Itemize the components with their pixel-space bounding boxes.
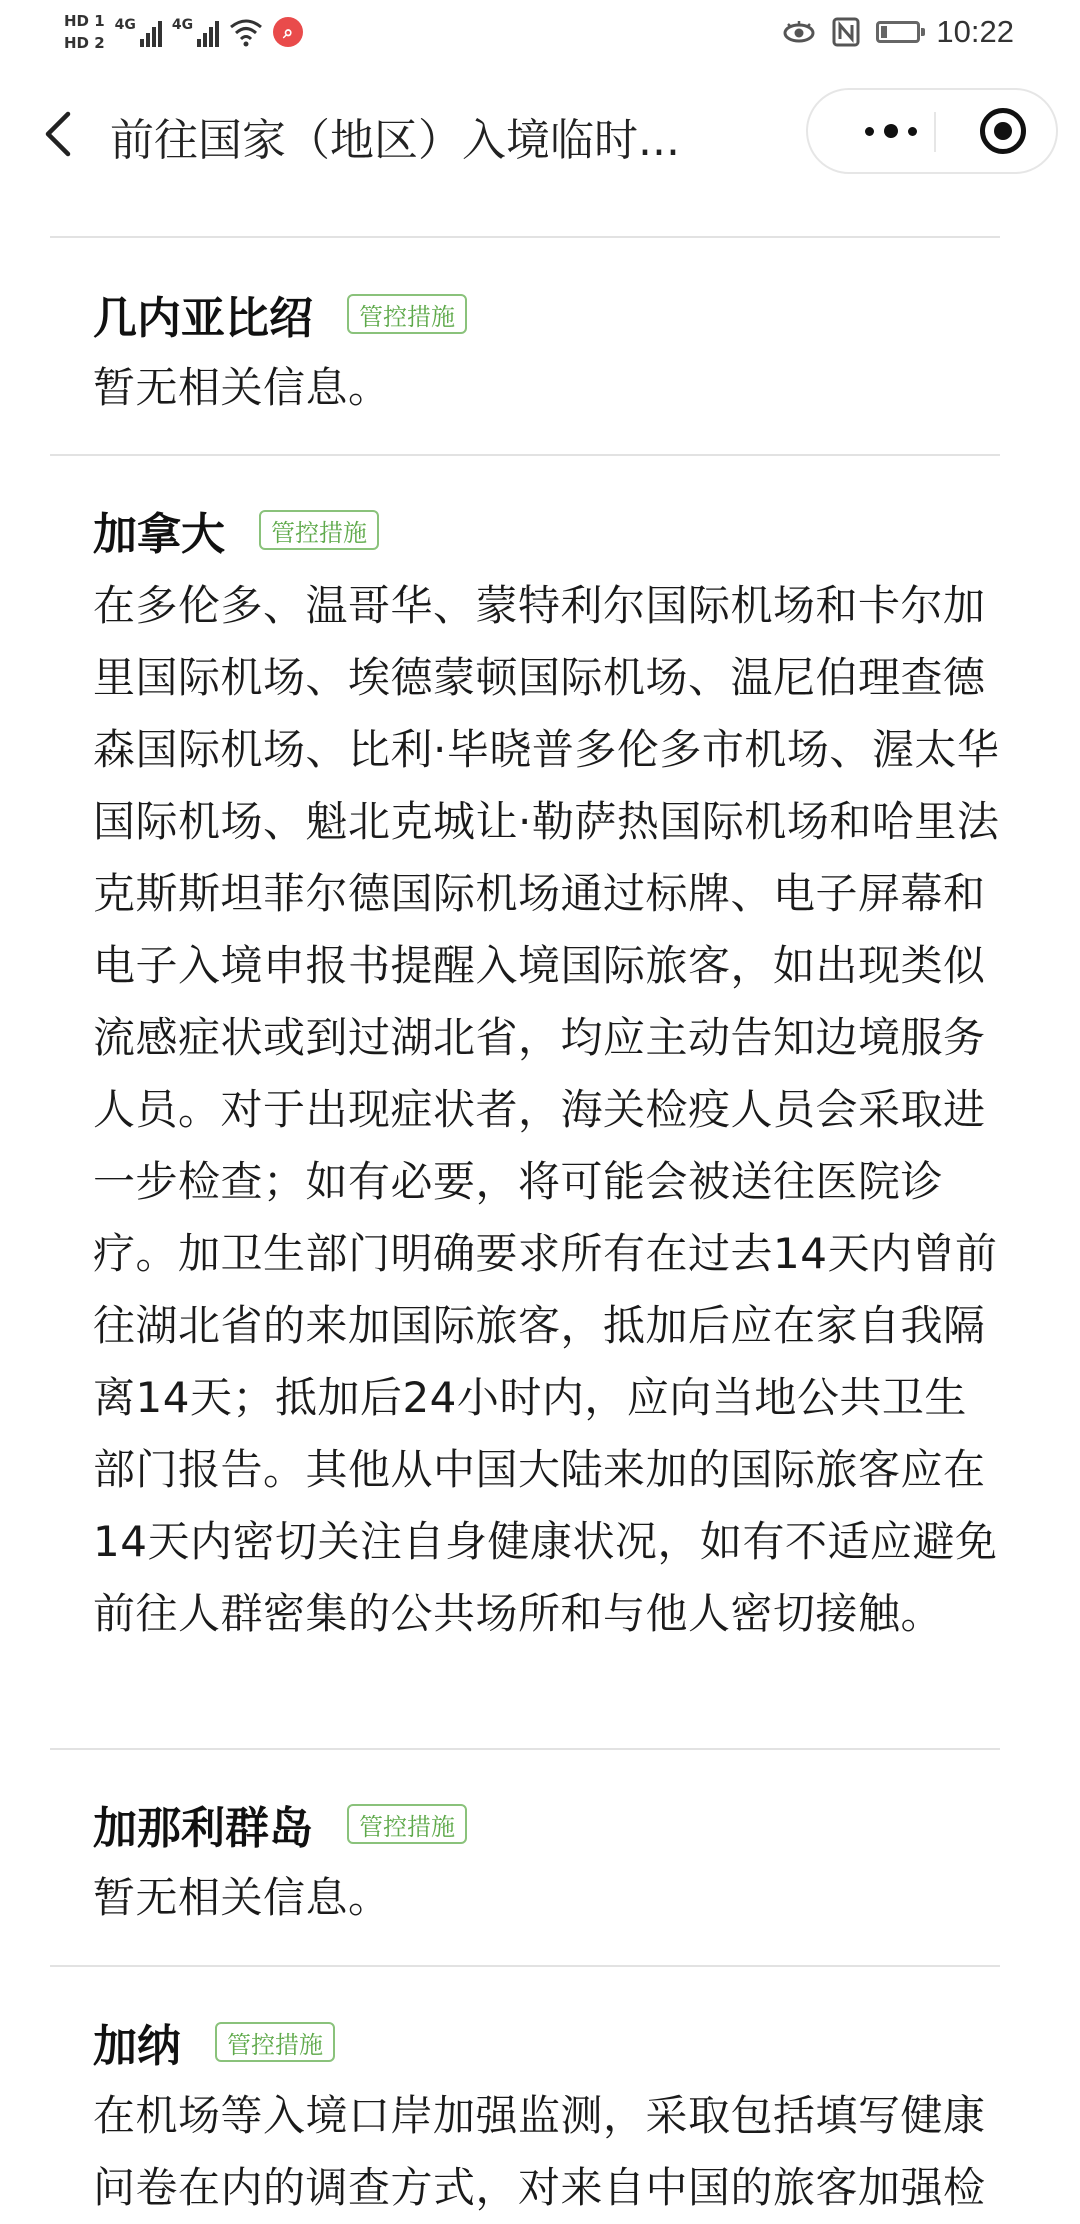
hd-indicator [64, 10, 105, 54]
control-measures-badge[interactable]: 管控措施 [347, 294, 467, 334]
capsule-divider [934, 112, 936, 152]
signal-icon-1 [115, 17, 162, 47]
status-left [64, 10, 303, 54]
nfc-icon [832, 17, 860, 47]
status-right [782, 14, 1014, 50]
entry-text: 在机场等入境口岸加强监测，采取包括填写健康问卷在内的调查方式，对来自中国的旅客加强检 [93, 2091, 986, 2212]
entry-header [93, 498, 379, 562]
page-title: 前往国家（地区）入境临时... [110, 115, 680, 166]
divider [50, 236, 1000, 238]
country-name: 加拿大 [93, 509, 225, 560]
divider [50, 454, 1000, 456]
more-dot-icon [865, 127, 874, 136]
signal-icon-2 [172, 17, 219, 47]
entry-text: 暂无相关信息。 [93, 1873, 391, 1922]
network1-label: 4G [114, 17, 136, 33]
control-measures-badge[interactable]: 管控措施 [259, 510, 379, 550]
hd1-label: HD 1 [64, 12, 105, 30]
notification-icon: ⌕ [273, 17, 303, 47]
control-measures-badge[interactable]: 管控措施 [215, 2022, 335, 2062]
divider [50, 1748, 1000, 1750]
battery-icon [876, 21, 920, 43]
entry-text: 在多伦多、温哥华、蒙特利尔国际机场和卡尔加里国际机场、埃德蒙顿国际机场、温尼伯理查德森国际机场、比利·毕晓普多伦多市机场、渥太华国际机场、魁北克城让·勒萨热国际机场和哈里法克斯斯坦菲尔德国际机场通过标牌、电子屏幕和电子入境申报书提醒入境国际旅客，如出现类似流感症状或到过湖北省，均应主动告知边境服务人员。对于出现症状者，海关检疫人员会采取进一步检查；如有必要，将可能会被送往医院诊疗。加卫生部门明确要求所有在过去14天内曾前往湖北省的来加国际旅客，抵加后应在家自我隔离14天；抵加后24小时内，应向当地公共卫生部门报告。其他从中国大陆来加的国际旅客应在14天内密切关注自身健康状况，如有不适应避免前往人群密集的公共场所和与他人密切接触。 [93, 581, 1000, 1638]
entry-header [93, 282, 467, 346]
entry-header [93, 2010, 335, 2074]
country-name: 加那利群岛 [93, 1803, 313, 1854]
more-button[interactable] [836, 90, 946, 172]
control-measures-badge[interactable]: 管控措施 [347, 1804, 467, 1844]
nav-bar [0, 84, 1080, 184]
eye-icon [782, 19, 816, 45]
mini-program-capsule [806, 88, 1058, 174]
back-arrow-icon[interactable] [40, 106, 80, 162]
entry-text: 暂无相关信息。 [93, 363, 391, 412]
network2-label: 4G [171, 17, 194, 33]
wifi-icon [229, 17, 263, 47]
more-dot-icon [908, 127, 917, 136]
entry-header [93, 1792, 467, 1856]
hd2-label: HD 2 [64, 34, 105, 52]
divider [50, 1965, 1000, 1967]
more-dot-icon [884, 124, 898, 138]
status-bar [0, 0, 1080, 70]
country-name: 加纳 [93, 2021, 181, 2072]
close-target-icon[interactable] [980, 108, 1026, 154]
clock: 10:22 [936, 14, 1014, 49]
country-name: 几内亚比绍 [93, 293, 313, 344]
